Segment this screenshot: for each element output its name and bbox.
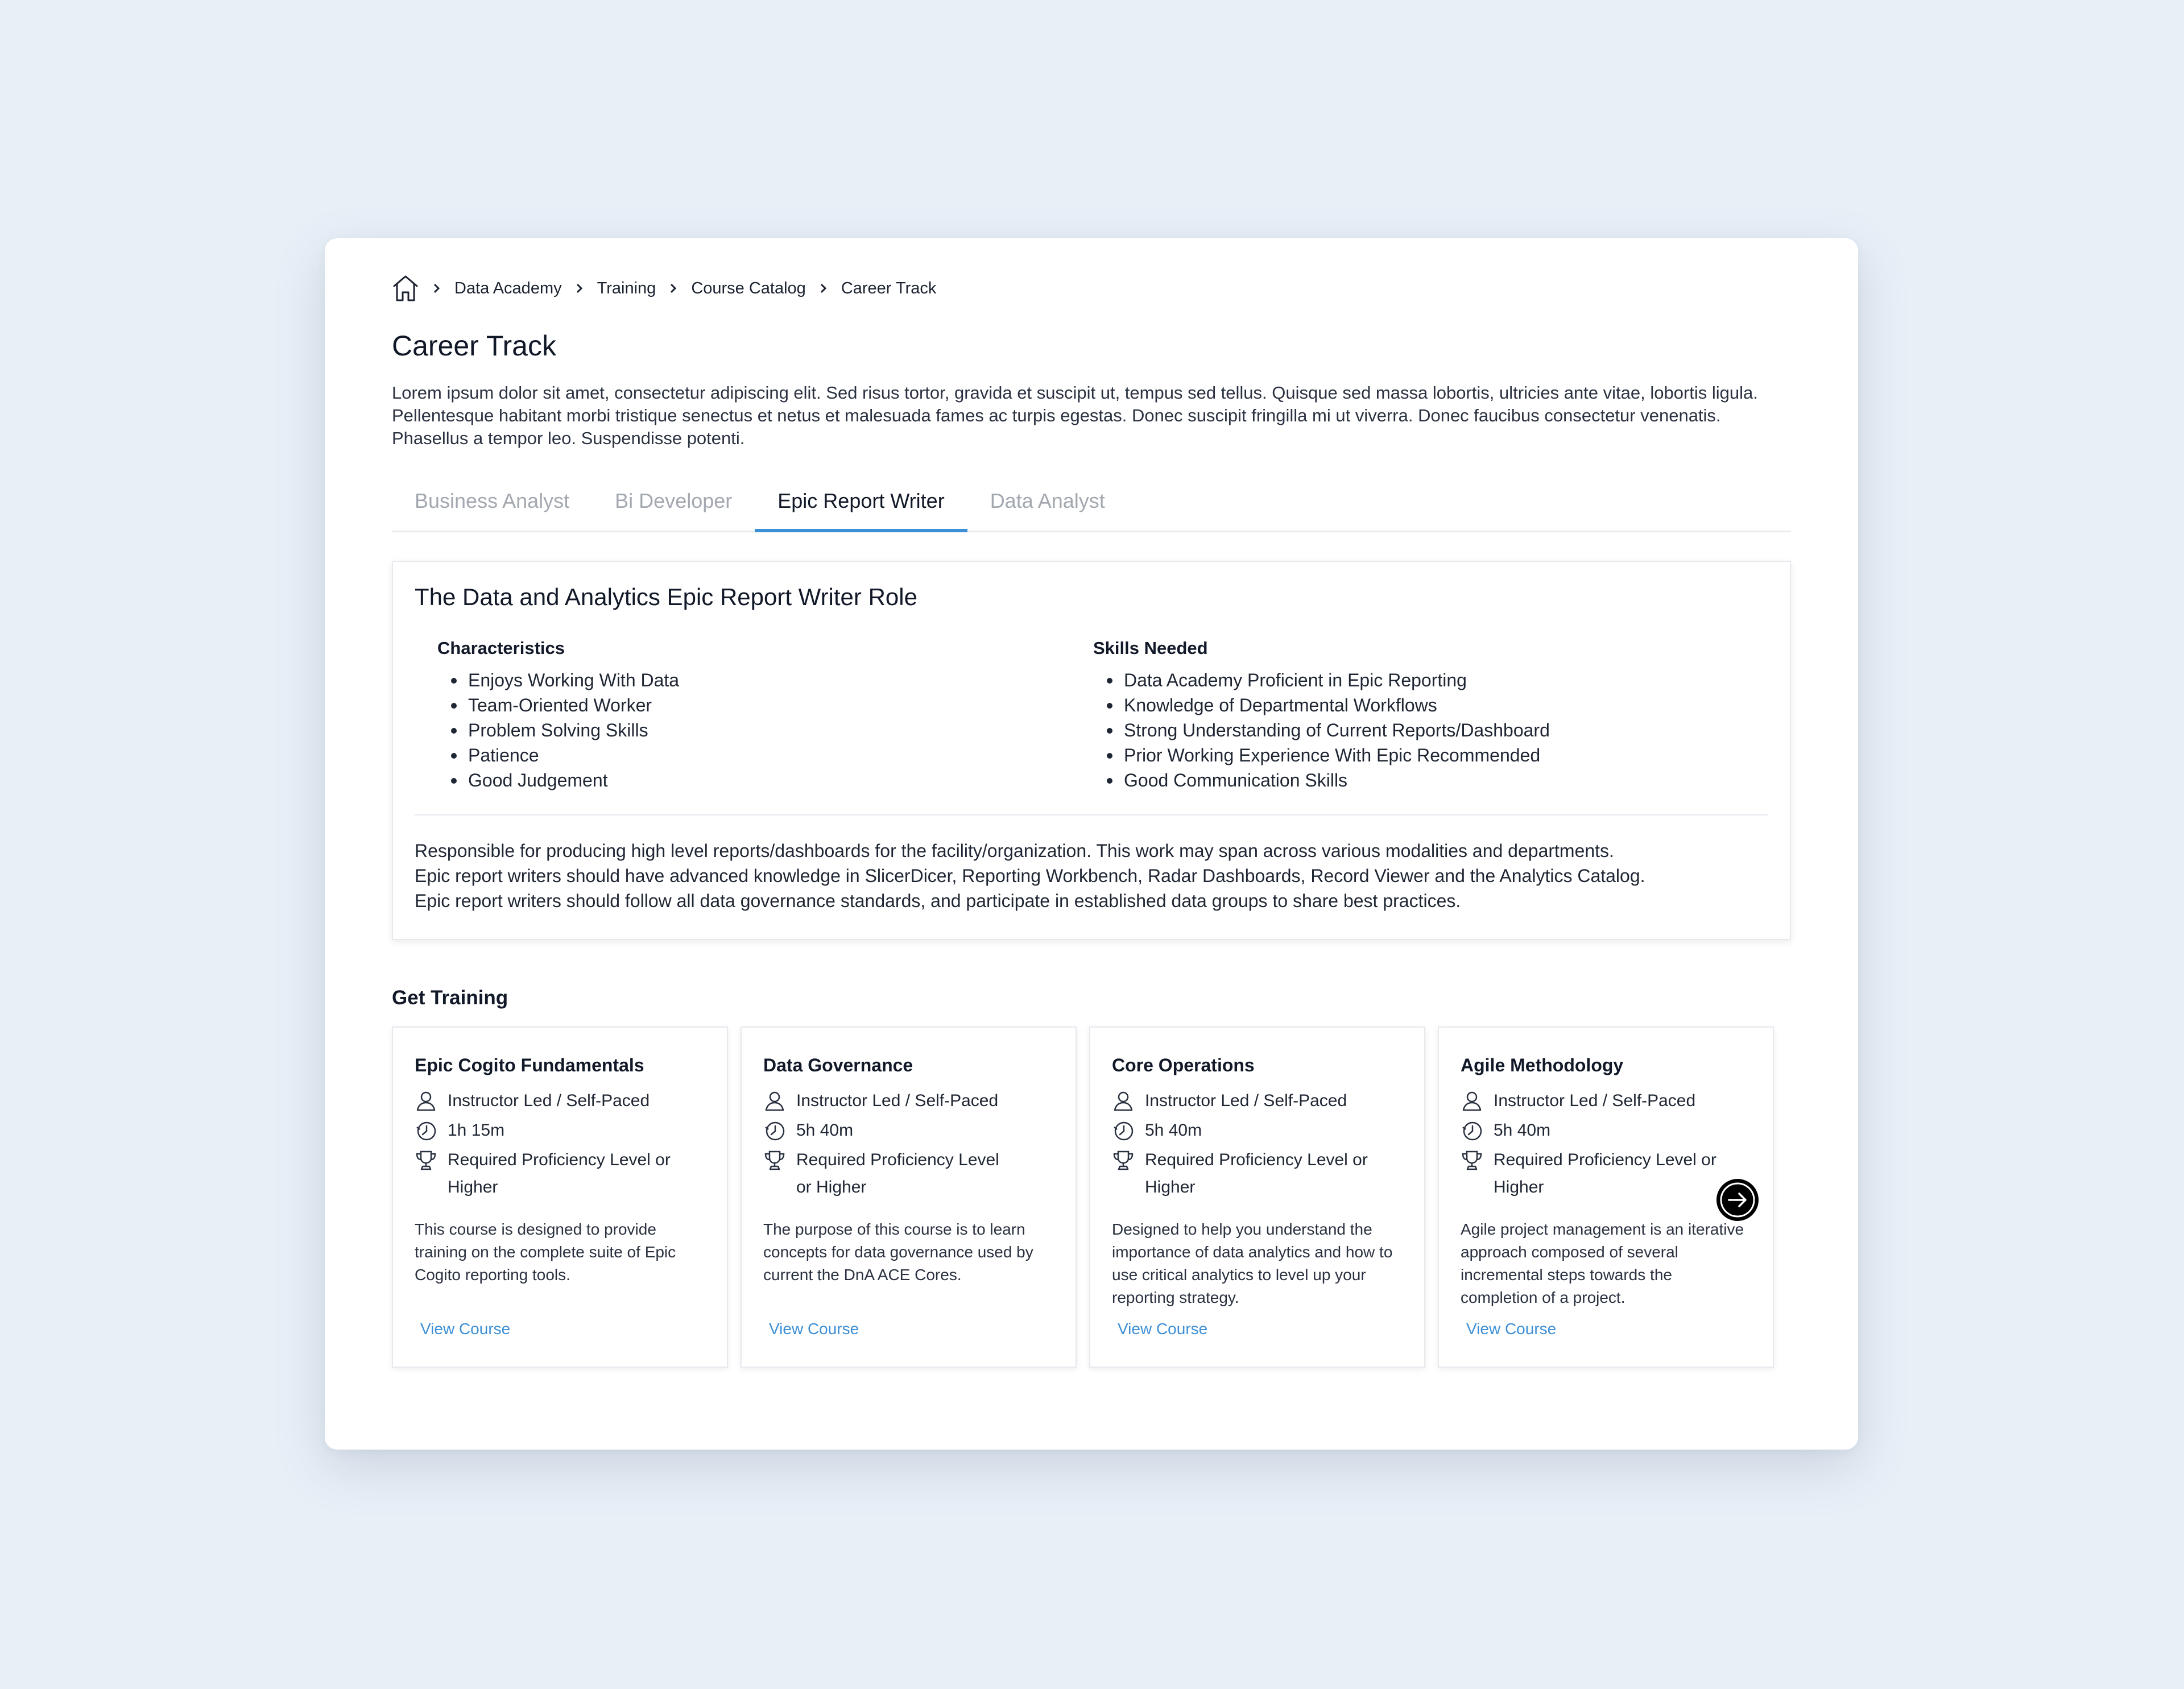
instructor-icon	[763, 1090, 786, 1112]
course-duration-text: 5h 40m	[1145, 1121, 1202, 1140]
course-format-text: Instructor Led / Self-Paced	[796, 1091, 999, 1110]
role-card	[392, 561, 1791, 940]
course-proficiency	[1461, 1146, 1751, 1201]
home-icon[interactable]	[392, 274, 419, 303]
course-proficiency	[415, 1146, 705, 1201]
clock-icon	[1461, 1119, 1483, 1142]
course-title: Core Operations	[1112, 1055, 1255, 1075]
instructor-icon	[1461, 1090, 1483, 1112]
role-description-line: Epic report writers should follow all data governance standards, and participate in established data groups to share best practices.	[415, 891, 1461, 911]
course-format-text: Instructor Led / Self-Paced	[1145, 1091, 1347, 1110]
course-format	[1461, 1087, 1751, 1115]
list-item: Strong Understanding of Current Reports/Dashboard	[1107, 718, 1749, 743]
course-title: Epic Cogito Fundamentals	[415, 1055, 644, 1075]
clock-icon	[415, 1119, 437, 1142]
list-item: Good Judgement	[451, 768, 1093, 793]
characteristics-list	[437, 668, 1093, 793]
course-proficiency-line: Higher	[1494, 1178, 1544, 1197]
characteristics-heading: Characteristics	[437, 638, 565, 658]
course-duration	[763, 1117, 1054, 1144]
course-card	[741, 1026, 1077, 1368]
role-tabs	[392, 473, 1791, 532]
course-card	[392, 1026, 728, 1368]
chevron-right-icon	[571, 280, 588, 297]
list-item: Prior Working Experience With Epic Recommended	[1107, 743, 1749, 768]
course-proficiency	[763, 1146, 1054, 1201]
skills-list	[1093, 668, 1749, 793]
role-columns	[415, 638, 1768, 793]
list-item: Good Communication Skills	[1107, 768, 1749, 793]
breadcrumb-item-career-track: Career Track	[841, 279, 937, 297]
instructor-icon	[415, 1090, 437, 1112]
course-format	[1112, 1087, 1403, 1115]
list-item: Enjoys Working With Data	[451, 668, 1093, 693]
course-duration-text: 5h 40m	[1494, 1121, 1551, 1140]
trophy-icon	[1112, 1149, 1135, 1171]
main-panel	[325, 238, 1858, 1450]
course-format	[415, 1087, 705, 1115]
role-divider	[415, 814, 1768, 815]
view-course-link[interactable]: View Course	[420, 1320, 511, 1338]
get-training-heading: Get Training	[392, 987, 508, 1009]
course-proficiency-text	[1145, 1146, 1368, 1201]
course-duration-text: 1h 15m	[448, 1121, 505, 1140]
course-format	[763, 1087, 1054, 1115]
list-item: Patience	[451, 743, 1093, 768]
course-title: Data Governance	[763, 1055, 913, 1075]
course-proficiency-text	[448, 1146, 671, 1201]
breadcrumb-item-course-catalog[interactable]: Course Catalog	[691, 279, 806, 297]
chevron-right-icon	[428, 280, 445, 297]
list-item: Problem Solving Skills	[451, 718, 1093, 743]
course-proficiency-text	[1494, 1146, 1716, 1201]
course-description: The purpose of this course is to learn concepts for data governance used by current the DnA ACE Cores.	[763, 1220, 1033, 1284]
characteristics-column	[437, 638, 1093, 793]
clock-icon	[1112, 1119, 1135, 1142]
course-duration	[1461, 1117, 1751, 1144]
course-proficiency-line: Required Proficiency Level	[796, 1150, 999, 1169]
course-proficiency-line: or Higher	[796, 1178, 867, 1197]
trophy-icon	[415, 1149, 437, 1171]
role-description-line: Epic report writers should have advanced knowledge in SlicerDicer, Reporting Workbench, Radar Dashboards, Record Viewer and the Analytics Catalog.	[415, 866, 1645, 886]
course-proficiency-line: Required Proficiency Level or	[448, 1150, 671, 1169]
role-description-line: Responsible for producing high level reports/dashboards for the facility/organization. This work may span across various modalities and departments.	[415, 841, 1614, 861]
course-duration	[1112, 1117, 1403, 1144]
trophy-icon	[763, 1149, 786, 1171]
course-proficiency-line: Higher	[448, 1178, 498, 1197]
view-course-link[interactable]: View Course	[769, 1320, 859, 1338]
course-carousel	[392, 1026, 1791, 1368]
course-proficiency-line: Required Proficiency Level or	[1145, 1150, 1368, 1169]
list-item: Team-Oriented Worker	[451, 693, 1093, 718]
trophy-icon	[1461, 1149, 1483, 1171]
course-proficiency-line: Required Proficiency Level or	[1494, 1150, 1716, 1169]
tab-business-analyst[interactable]: Business Analyst	[415, 489, 570, 512]
course-proficiency	[1112, 1146, 1403, 1201]
view-course-link[interactable]: View Course	[1118, 1320, 1208, 1338]
page-intro: Lorem ipsum dolor sit amet, consectetur adipiscing elit. Sed risus tortor, gravida et suscipit ut, tempus sed tellus. Quisque sed massa lobortis, ultricies ante vitae, lobortis ligula. Pellentesque habitant morbi tristique senectus et netus et malesuada fames ac turpis egestas. Donec suscipit fringilla mi ut viverra. Donec faucibus consectetur venenatis. Phasellus a tempor leo. Suspendisse potenti.	[392, 383, 1758, 448]
breadcrumb-item-training[interactable]: Training	[597, 279, 656, 297]
view-course-link[interactable]: View Course	[1466, 1320, 1557, 1338]
course-duration	[415, 1117, 705, 1144]
carousel-next-button[interactable]	[1716, 1179, 1759, 1221]
course-format-text: Instructor Led / Self-Paced	[1494, 1091, 1696, 1110]
tab-epic-report-writer[interactable]: Epic Report Writer	[755, 473, 967, 531]
breadcrumb-item-data-academy[interactable]: Data Academy	[454, 279, 562, 297]
clock-icon	[763, 1119, 786, 1142]
course-proficiency-text	[796, 1146, 999, 1201]
course-card	[1089, 1026, 1425, 1368]
course-format-text: Instructor Led / Self-Paced	[448, 1091, 650, 1110]
page-title: Career Track	[392, 330, 556, 362]
chevron-right-icon	[815, 280, 832, 297]
role-title: The Data and Analytics Epic Report Writer Role	[415, 583, 917, 610]
course-proficiency-line: Higher	[1145, 1178, 1196, 1197]
skills-heading: Skills Needed	[1093, 638, 1208, 658]
list-item: Knowledge of Departmental Workflows	[1107, 693, 1749, 718]
tab-data-analyst[interactable]: Data Analyst	[990, 489, 1105, 512]
course-title: Agile Methodology	[1461, 1055, 1624, 1075]
course-description: This course is designed to provide training on the complete suite of Epic Cogito reporting tools.	[415, 1220, 676, 1284]
course-description: Designed to help you understand the importance of data analytics and how to use critical analytics to level up your reporting strategy.	[1112, 1220, 1393, 1306]
page-content	[392, 271, 1791, 1368]
skills-column	[1093, 638, 1749, 793]
list-item: Data Academy Proficient in Epic Reporting	[1107, 668, 1749, 693]
instructor-icon	[1112, 1090, 1135, 1112]
arrow-right-icon	[1716, 1179, 1759, 1221]
course-duration-text: 5h 40m	[796, 1121, 854, 1140]
tab-bi-developer[interactable]: Bi Developer	[615, 489, 733, 512]
breadcrumb	[392, 271, 1791, 305]
course-description: Agile project management is an iterative approach composed of several incremental steps towards the completion of a project.	[1461, 1220, 1744, 1306]
chevron-right-icon	[665, 280, 682, 297]
role-description	[415, 838, 1768, 913]
